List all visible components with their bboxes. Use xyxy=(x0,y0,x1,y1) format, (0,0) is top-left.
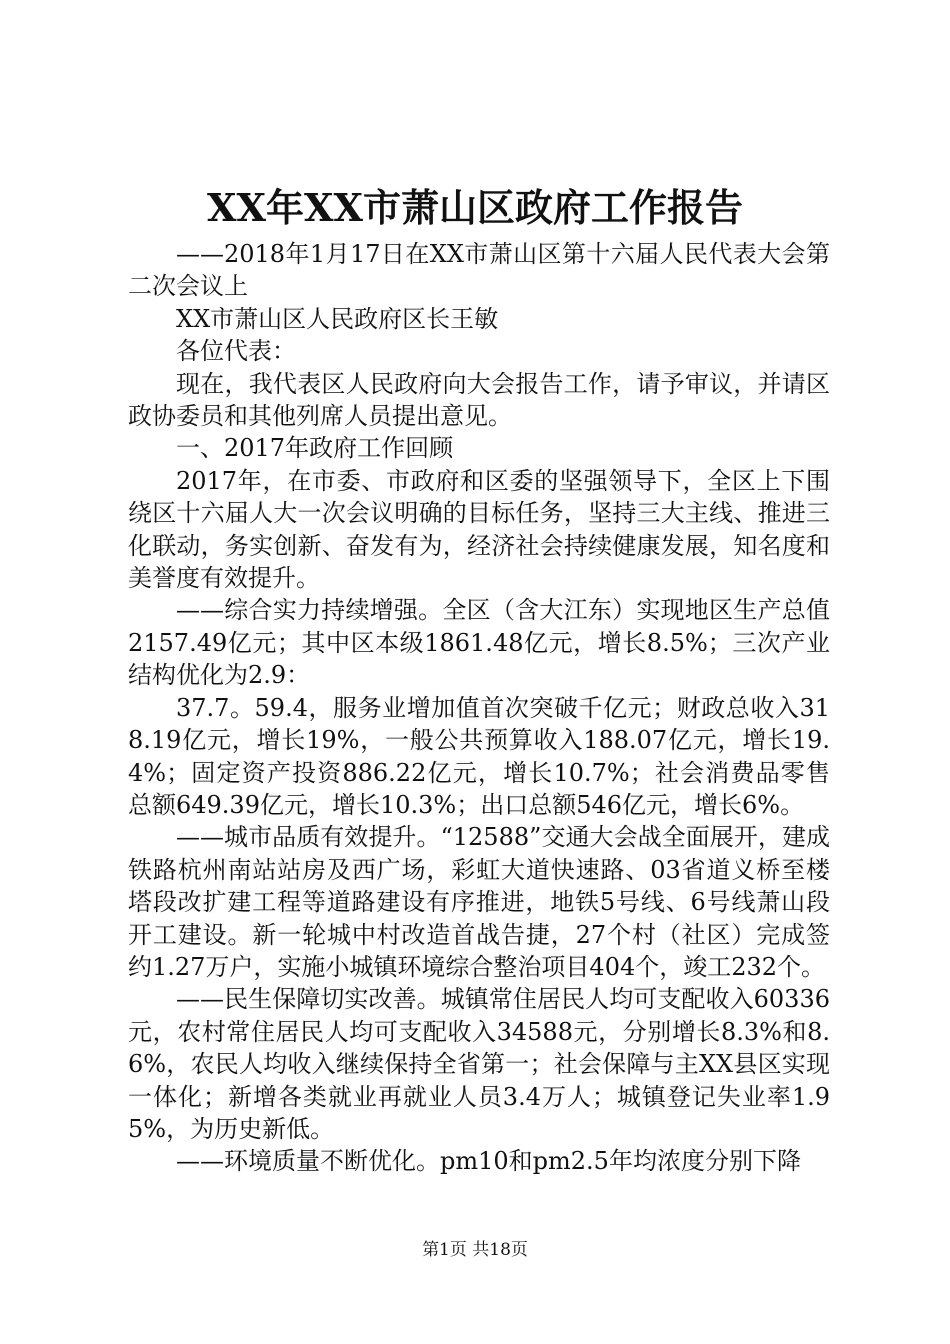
document-title: XX年XX市萧山区政府工作报告 xyxy=(207,185,743,230)
body-paragraph: ——综合实力持续增强。全区（含大江东）实现地区生产总值2157.49亿元；其中区本级1861.48亿元，增长8.5%；三次产业结构优化为2.9： xyxy=(128,596,830,690)
document-body xyxy=(128,238,830,1178)
body-paragraph: 37.7。59.4，服务业增加值首次突破千亿元；财政总收入318.19亿元，增长19%，一般公共预算收入188.07亿元，增长19.4%；固定资产投资886.22亿元，增长10.7%；社会消费品零售总额649.39亿元，增长10.3%；出口总额546亿元，增长6%。 xyxy=(128,693,830,819)
body-paragraph: 2017年，在市委、市政府和区委的坚强领导下，全区上下围绕区十六届人大一次会议明确的目标任务，坚持三大主线、推进三化联动，务实创新、奋发有为，经济社会持续健康发展，知名度和美誉度有效提升。 xyxy=(128,466,830,593)
speaker-line: XX市萧山区人民政府区长王敏 xyxy=(176,304,499,333)
body-paragraph: ——民生保障切实改善。城镇常住居民人均可支配收入60336元，农村常住居民人均可支配收入34588元，分别增长8.3%和8.6%，农民人均收入继续保持全省第一；社会保障与主XX县区实现一体化；新增各类就业再就业人员3.4万人；城镇登记失业率1.95%，为历史新低。 xyxy=(128,985,830,1143)
body-paragraph: ——城市品质有效提升。“12588”交通大会战全面展开，建成铁路杭州南站站房及西广场，彩虹大道快速路、03省道义桥至楼塔段改扩建工程等道路建设有序推进，地铁5号线、6号线萧山段开工建设。新一轮城中村改造首战告捷，27个村（社区）完成签约1.27万户，实施小城镇环境综合整治项目404个，竣工232个。 xyxy=(128,823,830,981)
body-paragraph: ——环境质量不断优化。pm10和pm2.5年均浓度分别下降 xyxy=(176,1147,801,1176)
salutation: 各位代表： xyxy=(176,337,296,366)
section-heading: 一、2017年政府工作回顾 xyxy=(176,434,454,463)
page-number-footer: 第1页 共18页 xyxy=(422,1240,528,1260)
subtitle-paragraph: ——2018年1月17日在XX市萧山区第十六届人民代表大会第二次会议上 xyxy=(128,240,830,301)
body-paragraph: 现在，我代表区人民政府向大会报告工作，请予审议，并请区政协委员和其他列席人员提出意见。 xyxy=(128,369,830,431)
